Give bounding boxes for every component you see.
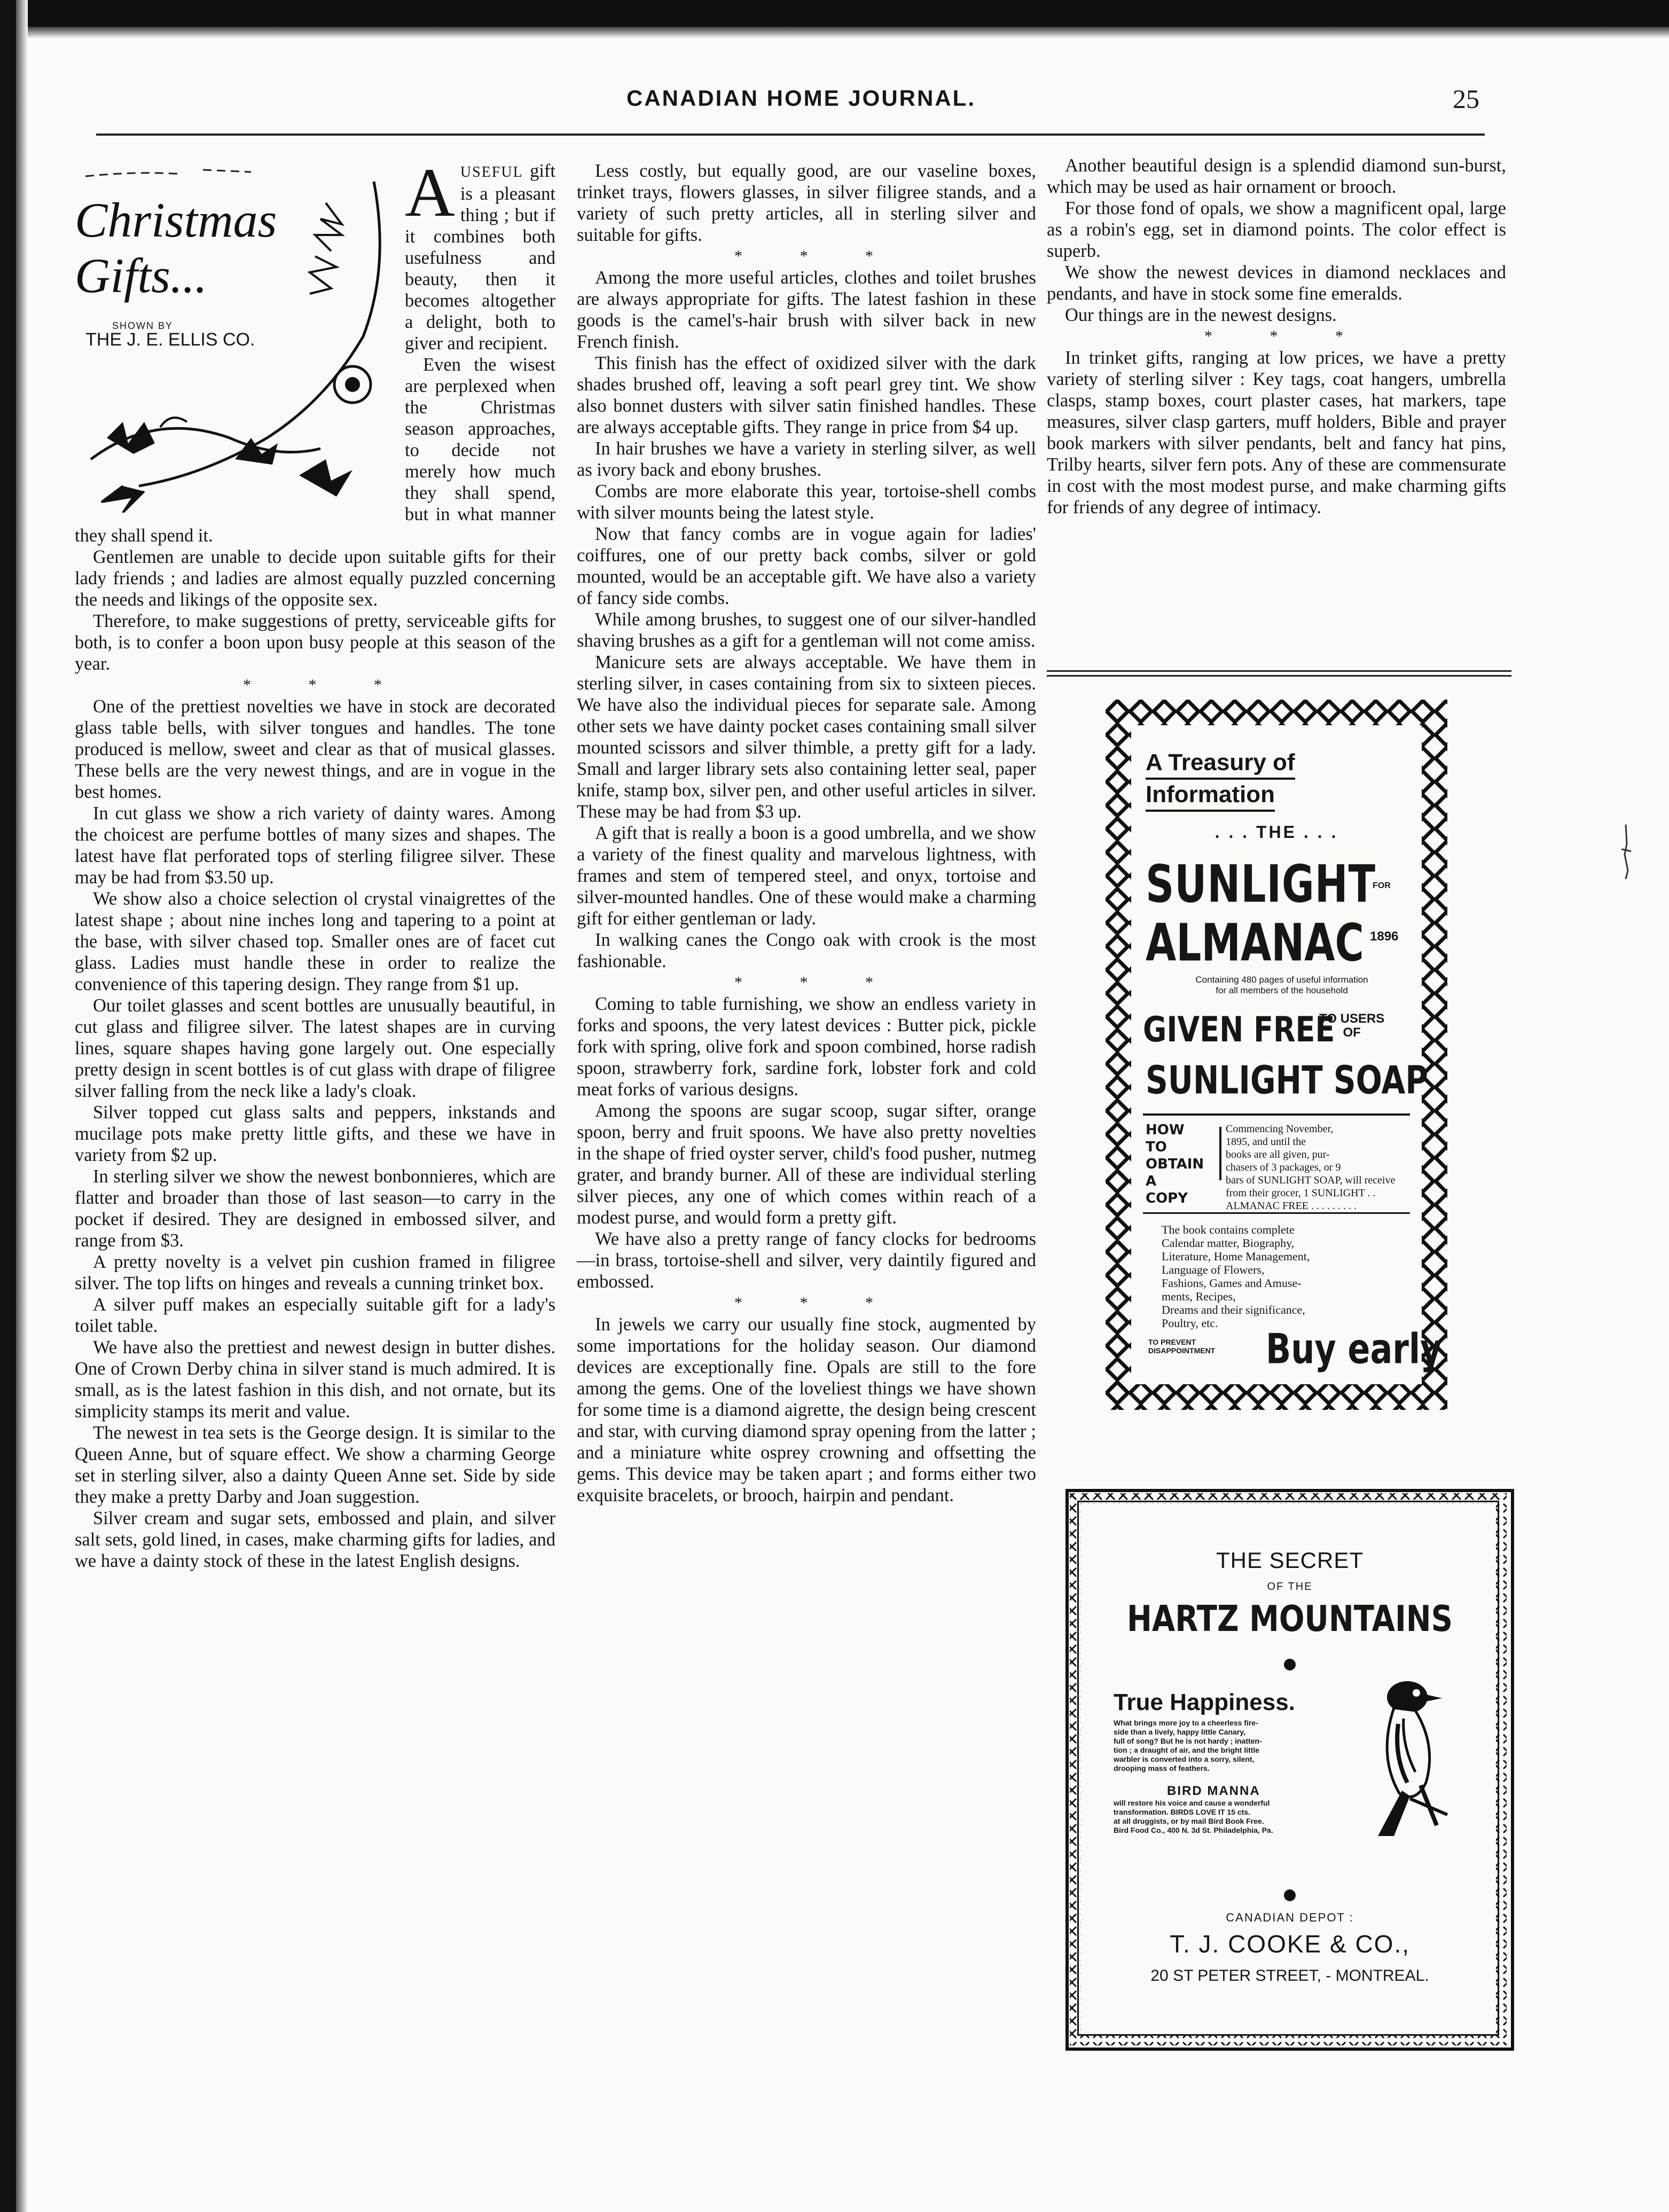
copy-line: full of song? But he is not hardy ; inatten- (1114, 1737, 1262, 1745)
sunlight-soap-label: SUNLIGHT SOAP (1146, 1057, 1428, 1103)
offer-terms (1226, 1123, 1410, 1212)
gifts-title-line: Gifts... (75, 248, 207, 303)
manna-copy (1114, 1799, 1343, 1835)
scan-top-shadow (0, 27, 1669, 38)
christmas-title-line: Christmas (75, 193, 277, 247)
prevent-line: TO PREVENT (1148, 1338, 1196, 1346)
opening-smallcaps: USEFUL (460, 164, 523, 181)
paragraph: Our things are in the newest designs. (1065, 305, 1337, 325)
book-line: Poultry, etc. (1162, 1316, 1218, 1330)
the-secret-label: THE SECRET (1216, 1548, 1364, 1573)
for-label: FOR (1373, 881, 1391, 890)
ad-divider (1143, 1212, 1410, 1214)
paragraph: One of the prettiest novelties we have in stock are decorated glass table bells, with silver tongues and handles. The tone produced is mellow, sweet and clear as that of musical glasses. These bells are the very newest things, and are in vogue in the best homes. (75, 696, 555, 802)
how-to-line: HOW TO (1146, 1122, 1185, 1155)
section-break-stars: * * * (734, 974, 900, 991)
given-free-label: GIVEN FREE (1143, 1009, 1335, 1050)
hartz-mountains-title: HARTZ MOUNTAINS (1126, 1598, 1453, 1640)
true-happiness-heading: True Happiness. (1114, 1689, 1295, 1715)
paragraph: Manicure sets are always acceptable. We have them in sterling silver, in cases containing from six to sixteen pieces. We have also the individual pieces for separate sale. Among other sets we have dainty pocket cases containing small silver mounted scissors and silver thimble, a pretty gift for a lady. Small and larger library sets also containing letter seal, paper knife, stamp box, silver pen, and other useful articles in silver. These may be had from $3 up. (577, 652, 1036, 822)
terms-line: Commencing November, (1226, 1123, 1334, 1135)
book-line: Literature, Home Management, (1162, 1250, 1310, 1263)
almanac-word: ALMANAC (1146, 913, 1364, 973)
paragraph: A gift that is really a boon is a good umbrella, and we show a variety of the finest quality and marvelous lightness, with frames and stem of tempered steel, and onyx, tortoise and silver-mounted handles. One of these would make a charming gift for either gentleman or lady. (577, 823, 1036, 929)
column-divider-rule (1047, 670, 1511, 677)
how-to-obtain (1146, 1121, 1204, 1207)
paragraph: Therefore, to make suggestions of pretty, serviceable gifts for both, is to confer a boon upon busy people at this season of the year. (75, 611, 555, 674)
paragraph: Silver topped cut glass salts and peppers, inkstands and mucilage pots make pretty little gifts, and these we have in variety from $2 up. (75, 1102, 555, 1165)
copy-line: drooping mass of feathers. (1114, 1764, 1210, 1772)
firm-name: THE J. E. ELLIS CO. (85, 330, 255, 350)
paragraph: Another beautiful design is a splendid diamond sun-burst, which may be used as hair ornament or brooch. (1047, 155, 1506, 197)
canary-copy (1114, 1719, 1338, 1773)
bullet-dot-icon (1284, 1659, 1296, 1670)
paragraph: Silver cream and sugar sets, embossed and plain, and silver salt sets, gold lined, in cases, make charming gifts for ladies, and we have a dainty stock of these in the latest English designs. (75, 1508, 555, 1571)
christmas-gifts-title (75, 192, 277, 303)
paragraph: In walking canes the Congo oak with crook is the most fashionable. (577, 930, 1036, 971)
paragraph: Now that fancy combs are in vogue again for ladies' coiffures, one of our pretty back combs, silver or gold mounted, would be an acceptable gift. We have also a variety of fancy side combs. (577, 524, 1036, 608)
shown-by-label: SHOWN BY (112, 320, 174, 331)
of-line: OF (1343, 1025, 1361, 1040)
almanac-year: 1896 (1370, 929, 1399, 944)
christmas-gifts-vignette (75, 160, 395, 513)
paragraph: In trinket gifts, ranging at low prices, we have a pretty variety of sterling silver : Key tags, coat hangers, umbrella clasps, stamp boxes, court plaster cases, hat markers, tape measures, silver clasp garters, muff holders, Bible and prayer book markers with silver pendants, belt and fancy hat pins, Trilby hearts, silver fern pots. Any of these are commensurate in cost with the most modest purse, and make charming gifts for friends of any degree of intimacy. (1047, 348, 1506, 517)
book-line: Fashions, Games and Amuse- (1162, 1276, 1302, 1290)
hartz-mountains-ad (1065, 1489, 1514, 2050)
terms-line: 1895, and until the (1226, 1136, 1306, 1148)
scan-specks (1618, 822, 1634, 881)
paragraph: We have also the prettiest and newest design in butter dishes. One of Crown Derby china in silver stand is much admired. It is small, as is the latest fashion in this dish, and not ornate, but its simplicity stamps its merit and value. (75, 1337, 555, 1422)
terms-line: books are all given, pur- (1226, 1149, 1330, 1160)
sunlight-almanac-ad (1106, 700, 1447, 1410)
of-the-label: OF THE (1267, 1581, 1313, 1593)
paragraph: While among brushes, to suggest one of our silver-handled shaving brushes as a gift for a gentleman will not come amiss. (577, 609, 1036, 651)
paragraph: We show also a choice selection ol crystal vinaigrettes of the latest shape ; about nine inches long and tapering to a point at the base, with silver chased top. Smaller ones are of facet cut glass. Ladies must handle these in order to realize the convenience of this tapering design. They range from $1 up. (75, 889, 555, 994)
book-line: Calendar matter, Biography, (1162, 1236, 1295, 1250)
terms-line: bars of SUNLIGHT SOAP, will receive (1226, 1174, 1396, 1186)
paragraph: The newest in tea sets is the George design. It is similar to the Queen Anne, but of square effect. We show a charming George set in sterling silver, also a dainty Queen Anne set. Side by side they make a pretty Darby and Joan suggestion. (75, 1423, 555, 1507)
scan-left-shadow (16, 0, 28, 2212)
paragraph: We show the newest devices in diamond necklaces and pendants, and have in stock some fine emeralds. (1047, 262, 1506, 304)
page-header (0, 85, 1581, 123)
paragraph: gift is a pleasant thing ; but if it combines both usefulness and beauty, then it becomes altogether a delight, both to giver and recipient. (405, 161, 555, 354)
paragraph: Gentlemen are unable to decide upon suitable gifts for their lady friends ; and ladies are almost equally puzzled concerning the needs and likings of the opposite sex. (75, 547, 555, 610)
journal-title: CANADIAN HOME JOURNAL. (626, 85, 976, 111)
book-line: The book contains complete (1162, 1223, 1295, 1236)
paragraph: Even the wisest are perplexed when the Christmas season approaches, to decide not merely how much they shall spend, but in what manner they shall spend it. (75, 355, 555, 546)
scan-top-edge (0, 0, 1669, 27)
paragraph: In cut glass we show a rich variety of dainty wares. Among the choicest are perfume bottles of many sizes and shapes. The latest have flat perforated tops of sterling filigree silver. These may be had from $3.50 up. (75, 803, 555, 888)
section-break-stars: * * * (734, 247, 900, 265)
paragraph: A silver puff makes an especially suitable gift for a lady's toilet table. (75, 1295, 555, 1336)
paragraph: Our toilet glasses and scent bottles are unusually beautiful, in cut glass and filigree silver. The latest shapes are in curving lines, square shapes having gone largely out. One especially pretty design in scent bottles is of cut glass with drape of filigree silver falling from the neck like a lady's cloak. (75, 995, 555, 1101)
depot-address: 20 ST PETER STREET, - MONTREAL. (1150, 1967, 1429, 1984)
bullet-dot-icon (1284, 1889, 1296, 1901)
paragraph: In sterling silver we show the newest bonbonnieres, which are flatter and broader than those of last season—to carry in the pocket if desired. They are designed in embossed silver, and range from $3. (75, 1166, 555, 1251)
depot-company-name: T. J. COOKE & CO., (1169, 1930, 1411, 1958)
disappointment-line: DISAPPOINTMENT (1148, 1346, 1216, 1355)
sunlight-word: SUNLIGHT (1146, 854, 1376, 914)
paragraph: A pretty novelty is a velvet pin cushion framed in filigree silver. The top lifts on hinges and reveals a cunning trinket box. (75, 1252, 555, 1293)
copy-line: will restore his voice and cause a wonderful (1114, 1799, 1270, 1807)
terms-line: chasers of 3 packages, or 9 (1226, 1162, 1341, 1173)
contents-line: for all members of the household (1216, 985, 1348, 995)
buy-early-label: Buy early (1266, 1324, 1442, 1374)
paragraph: Among the spoons are sugar scoop, sugar sifter, orange spoon, berry and fruit spoons. We have also pretty novelties in the shape of fried oyster server, child's food pusher, nutmeg grater, and brandy burner. All of these are individual sterling silver pieces, any one of which comes within reach of a modest purse, and would form a pretty gift. (577, 1101, 1036, 1228)
paragraph: In jewels we carry our usually fine stock, augmented by some importations for the holiday season. Our diamond devices are exceptionally fine. Opals are still to the fore among the gems. One of the loveliest things we have shown for some time is a diamond aigrette, the design being crescent and star, with curving diamond spray opening from the latter ; and a miniature white osprey crowning and offsetting the gems. This device may be taken apart ; and forms either two exquisite bracelets, or brooch, hairpin and pendant. (577, 1314, 1036, 1505)
information-line: Information (1146, 780, 1275, 812)
section-break-stars: * * * (243, 676, 409, 694)
paragraph: This finish has the effect of oxidized silver with the dark shades brushed off, leaving a soft pearl grey tint. We show also bonnet dusters with silver satin finished handles. These are always acceptable gifts. They range in price from $4 up. (577, 353, 1036, 437)
paragraph: We have also a pretty range of fancy clocks for bedrooms—in brass, tortoise-shell and silver, very daintily figured and embossed. (577, 1229, 1036, 1292)
book-line: ments, Recipes, (1162, 1290, 1236, 1303)
copy-line: at all druggists, or by mail Bird Book Free. (1114, 1817, 1264, 1825)
page-number: 25 (1453, 84, 1479, 114)
article-column-1 (75, 154, 555, 1572)
section-break-stars: * * * (734, 1294, 900, 1312)
article-column-3 (1047, 155, 1506, 518)
to-users-label (1319, 1012, 1384, 1040)
terms-line: from their grocer, 1 SUNLIGHT . . (1226, 1187, 1376, 1199)
to-users-line: TO USERS (1319, 1011, 1385, 1026)
copy-line: side than a lively, happy little Canary, (1114, 1728, 1245, 1736)
ad-divider (1143, 1113, 1410, 1116)
obtain-line: OBTAIN (1146, 1156, 1204, 1172)
treasury-line: A Treasury of (1146, 748, 1295, 780)
section-break-stars: * * * (1204, 327, 1370, 345)
book-contents (1162, 1223, 1407, 1330)
bird-manna-label: BIRD MANNA (1167, 1784, 1260, 1798)
treasury-heading (1146, 748, 1295, 812)
how-to-bar (1219, 1127, 1221, 1180)
copy-line: tion ; a draught of air, and the bright little (1114, 1746, 1259, 1754)
paragraph: In hair brushes we have a variety in sterling silver, as well as ivory back and ebony brushes. (577, 438, 1036, 480)
almanac-contents-note (1159, 975, 1405, 996)
prevent-disappointment (1148, 1338, 1215, 1355)
article-column-2 (577, 160, 1036, 1506)
paragraph: For those fond of opals, we show a magnificent opal, large as a robin's egg, set in diamond points. The color effect is superb. (1047, 198, 1506, 261)
book-line: Language of Flowers, (1162, 1263, 1265, 1276)
the-label: . . . THE . . . (1214, 822, 1338, 842)
paragraph: Combs are more elaborate this year, tortoise-shell combs with silver mounts being the latest style. (577, 481, 1036, 523)
drop-cap: A (405, 154, 455, 231)
copy-line: Bird Food Co., 400 N. 3d St. Philadelphia, Pa. (1114, 1826, 1273, 1834)
canary-bird-icon (1357, 1665, 1463, 1841)
header-rule (96, 134, 1485, 136)
copy-line: What brings more joy to a cheerless fire- (1114, 1719, 1258, 1727)
book-line: Dreams and their significance, (1162, 1303, 1305, 1316)
paragraph: Coming to table furnishing, we show an endless variety in forks and spoons, the very latest devices : Butter pick, pickle fork with spring, olive fork and spoon combined, horse radish spoon, strawberry fork, sardine fork, lobster fork and cold meat forks of various designs. (577, 994, 1036, 1100)
paragraph: Among the more useful articles, clothes and toilet brushes are always appropriate for gifts. The latest fashion in these goods is the camel's-hair brush with silver back in new French finish. (577, 268, 1036, 352)
scan-left-edge (0, 0, 16, 2212)
copy-line: A COPY (1146, 1173, 1188, 1206)
canadian-depot-label: CANADIAN DEPOT : (1226, 1911, 1354, 1924)
terms-line: ALMANAC FREE . . . . . . . . . (1226, 1200, 1357, 1212)
paragraph: Less costly, but equally good, are our vaseline boxes, trinket trays, flowers glasses, in silver filigree stands, and a variety of such pretty articles, all in sterling silver and suitable for gifts. (577, 161, 1036, 245)
copy-line: warbler is converted into a sorry, silent, (1114, 1755, 1255, 1763)
copy-line: transformation. BIRDS LOVE IT 15 cts. (1114, 1808, 1250, 1816)
contents-line: Containing 480 pages of useful information (1195, 975, 1368, 985)
